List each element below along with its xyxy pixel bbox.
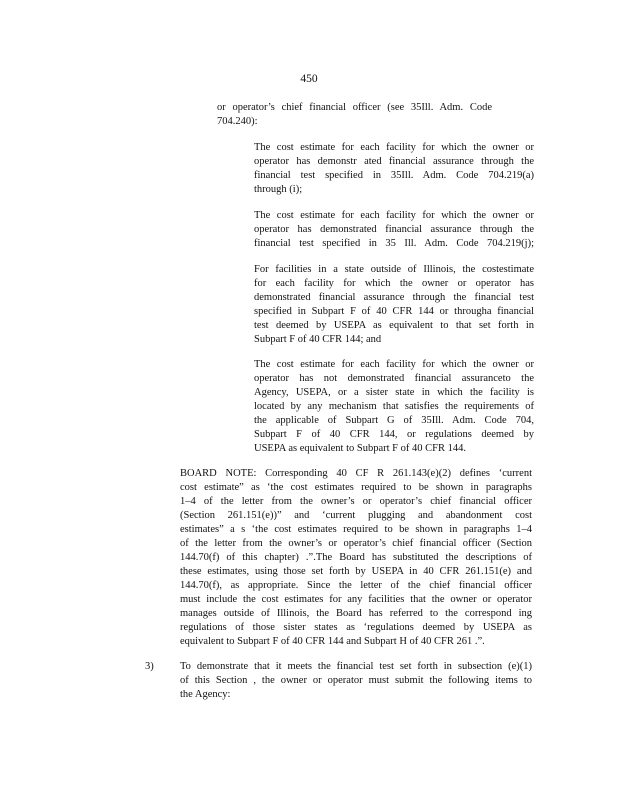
- intro-line: 704.240):: [217, 116, 258, 127]
- board-note-line: of the letter from the owner’s or operator’s chief financial officer (Section: [180, 538, 532, 549]
- board-note-line: (Section 261.151(e))” and ‘current plugging and abandonment cost: [180, 510, 532, 521]
- board-note-line: these estimates, using those set forth by USEPA in 40 CFR 261.151(e) and: [180, 566, 532, 577]
- sub-item-line: For facilities in a state outside of Illinois, the costestimate: [254, 264, 534, 275]
- sub-item-line: through (i);: [254, 184, 303, 195]
- item-3-line: To demonstrate that it meets the financial test set forth in subsection (e)(1): [180, 661, 532, 672]
- sub-item-line: The cost estimate for each facility for which the owner or: [254, 142, 534, 153]
- board-note-line: 144.70(f) of this chapter) .”.The Board has substituted the descriptions of: [180, 552, 532, 563]
- sub-item-line: test deemed by USEPA as equivalent to that set forth in: [254, 320, 534, 331]
- sub-item-line: demonstrated financial assurance through the financial test: [254, 292, 534, 303]
- sub-item-line: located by any mechanism that satisfies the requirements of: [254, 401, 534, 412]
- item-3-line: the Agency:: [180, 689, 231, 700]
- board-note-line: 144.70(f), as appropriate. Since the letter of the chief financial officer: [180, 580, 532, 591]
- sub-item-line: financial test specified in 35 Ill. Adm. Code 704.219(j);: [254, 238, 534, 249]
- board-note-line: equivalent to Subpart F of 40 CFR 144 and Subpart H of 40 CFR 261 .”.: [180, 636, 485, 647]
- sub-item-line: Subpart F of 40 CFR 144; and: [254, 334, 382, 345]
- board-note-line: 1–4 of the letter from the owner’s or operator’s chief financial officer: [180, 496, 532, 507]
- item-3-marker: 3): [145, 661, 154, 672]
- sub-item-line: The cost estimate for each facility for which the owner or: [254, 210, 534, 221]
- board-note-line: estimates” a s ‘the cost estimates required to be shown in paragraphs 1–4: [180, 524, 532, 535]
- sub-item-line: Agency, USEPA, or a sister state in which the facility is: [254, 387, 534, 398]
- sub-item-line: USEPA as equivalent to Subpart F of 40 CFR 144.: [254, 443, 466, 454]
- sub-item-line: for each facility for which the owner or operator has: [254, 278, 534, 289]
- sub-item-line: financial test specified in 35Ill. Adm. Code 704.219(a): [254, 170, 534, 181]
- sub-item-line: the applicable of Subpart G of 35Ill. Adm. Code 704,: [254, 415, 534, 426]
- sub-item-line: operator has not demonstrated financial assuranceto the: [254, 373, 534, 384]
- board-note-line: BOARD NOTE: Corresponding 40 CF R 261.143(e)(2) defines ‘current: [180, 468, 532, 479]
- sub-item-line: Subpart F of 40 CFR 144, or regulations deemed by: [254, 429, 534, 440]
- board-note-line: manages outside of Illinois, the Board has referred to the correspond ing: [180, 608, 532, 619]
- sub-item-line: operator has demonstr ated financial assurance through the: [254, 156, 534, 167]
- board-note-line: regulations of those sister states as ‘regulations deemed by USEPA as: [180, 622, 532, 633]
- board-note-line: must include the cost estimates for any facilities that the owner or operator: [180, 594, 532, 605]
- sub-item-line: operator has demonstrated financial assurance through the: [254, 224, 534, 235]
- sub-item-line: The cost estimate for each facility for which the owner or: [254, 359, 534, 370]
- item-3-line: of this Section , the owner or operator must submit the following items to: [180, 675, 532, 686]
- board-note-line: cost estimate” as ‘the cost estimates required to be shown in paragraphs: [180, 482, 532, 493]
- intro-line: or operator’s chief financial officer (see 35Ill. Adm. Code: [217, 102, 492, 113]
- page-number: 450: [300, 73, 318, 85]
- sub-item-line: specified in Subpart F of 40 CFR 144 or througha financial: [254, 306, 534, 317]
